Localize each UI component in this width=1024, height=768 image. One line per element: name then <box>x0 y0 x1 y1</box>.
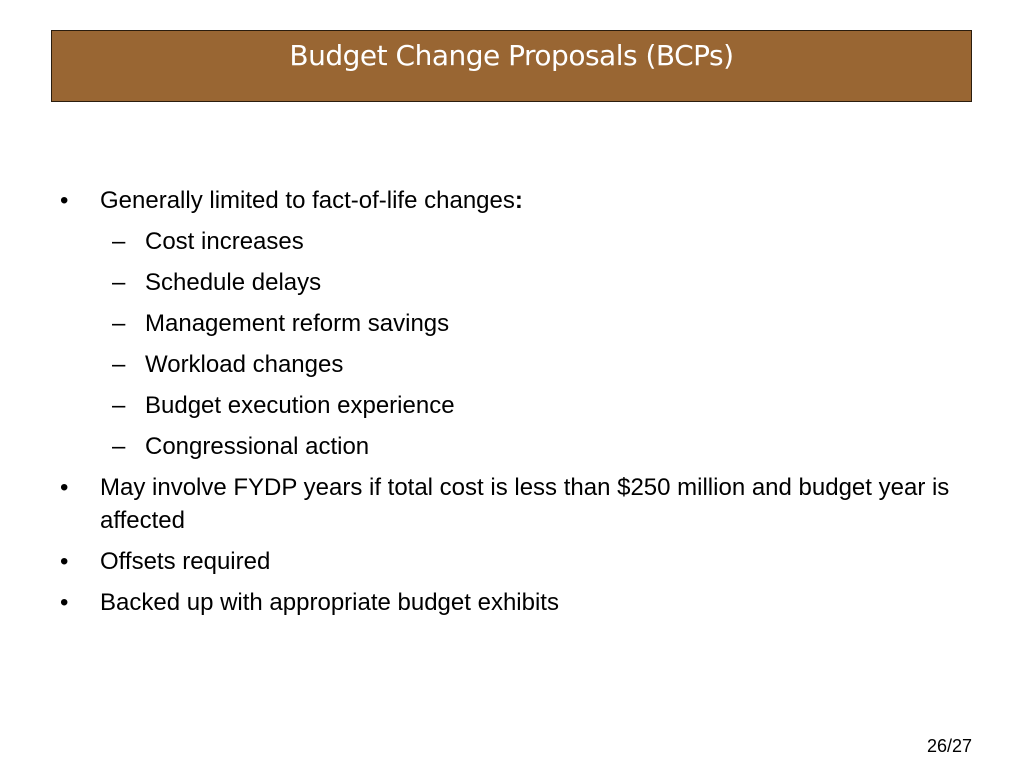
sub-item <box>100 266 958 299</box>
sub-item-text: Cost increases <box>145 228 304 255</box>
bullet-marker: • <box>60 548 69 575</box>
bullet-item <box>58 471 958 537</box>
title-bar <box>51 30 972 102</box>
sub-item-text: Workload changes <box>145 351 344 378</box>
bullet-text: May involve FYDP years if total cost is less than $250 million and budget year is affected <box>100 474 950 534</box>
sub-list <box>100 225 958 463</box>
bullet-marker: • <box>60 187 69 214</box>
sub-item-text: Schedule delays <box>145 269 322 296</box>
bullet-marker: • <box>60 474 69 501</box>
bullet-text: Generally limited to fact-of-life changes <box>100 187 515 214</box>
bullet-item <box>58 545 958 578</box>
sub-item-text: Budget execution experience <box>145 392 455 419</box>
bullet-text: Offsets required <box>100 548 271 575</box>
bullet-list <box>58 184 958 627</box>
dash-marker: – <box>112 269 126 296</box>
bullet-marker: • <box>60 589 69 616</box>
sub-item <box>100 348 958 381</box>
dash-marker: – <box>112 351 126 378</box>
dash-marker: – <box>112 228 126 255</box>
bullet-item <box>58 586 958 619</box>
bullet-colon: : <box>514 187 523 214</box>
dash-marker: – <box>112 433 126 460</box>
sub-item <box>100 225 958 258</box>
dash-marker: – <box>112 392 126 419</box>
bullet-text: Backed up with appropriate budget exhibits <box>100 589 559 616</box>
sub-item <box>100 389 958 422</box>
sub-item-text: Management reform savings <box>145 310 450 337</box>
sub-item <box>100 430 958 463</box>
page-number: 26/27 <box>926 736 972 756</box>
dash-marker: – <box>112 310 126 337</box>
sub-item <box>100 307 958 340</box>
sub-item-text: Congressional action <box>145 433 370 460</box>
slide-title: Budget Change Proposals (BCPs) <box>289 39 734 72</box>
bullet-item <box>58 184 958 463</box>
